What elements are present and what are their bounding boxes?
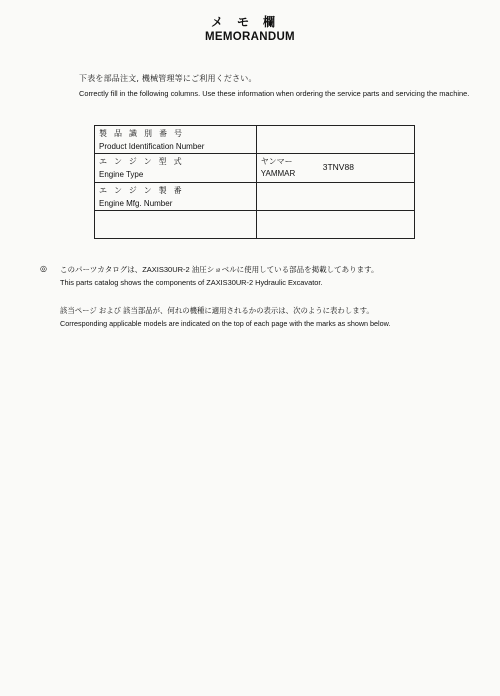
table-row <box>95 126 415 154</box>
engine-type-value-cell <box>256 154 414 183</box>
product-id-value-field[interactable] <box>256 126 414 154</box>
engine-model: 3TNV88 <box>322 162 354 172</box>
engine-mfg-value-field[interactable] <box>256 183 414 211</box>
engine-type-label-cell <box>95 154 257 183</box>
engine-mfg-label-jp: エンジン製番 <box>99 186 189 195</box>
intro-text-jp: 下表を部品注文, 機械管理等にご利用ください。 <box>79 74 257 83</box>
intro-text-en: Correctly fill in the following columns. Use these information when ordering the service parts and servicing the machine. <box>79 89 470 98</box>
page-title: MEMORANDUM <box>205 31 295 43</box>
engine-type-label: Engine Type <box>99 170 144 179</box>
engine-maker-jp: ヤンマー <box>260 157 293 166</box>
catalog-note-jp: このパーツカタログは、ZAXIS30UR-2 油圧ショベルに使用している部品を掲載してあります。 <box>60 265 379 274</box>
identification-table <box>94 125 415 239</box>
double-circle-icon: ◎ <box>40 264 47 273</box>
blank-value-field[interactable] <box>256 211 414 239</box>
table-row <box>95 183 415 211</box>
product-id-label-cell <box>95 126 257 154</box>
catalog-note: This parts catalog shows the components of ZAXIS30UR-2 Hydraulic Excavator. <box>60 278 323 287</box>
models-note: Corresponding applicable models are indicated on the top of each page with the marks as shown below. <box>60 319 391 328</box>
engine-mfg-label-cell <box>95 183 257 211</box>
models-note-jp: 該当ページ および 該当部品が、何れの機種に適用されるかの表示は、次のように表わします。 <box>60 306 374 315</box>
blank-label-field[interactable] <box>95 211 257 239</box>
table-row <box>95 211 415 239</box>
engine-maker: YAMMAR <box>260 169 296 178</box>
product-id-label: Product Identification Number <box>99 142 205 151</box>
table-row <box>95 154 415 183</box>
product-id-label-jp: 製品識別番号 <box>99 129 189 138</box>
engine-type-label-jp: エンジン型式 <box>99 157 189 166</box>
page-title-jp: メモ欄 <box>210 15 289 29</box>
engine-mfg-label: Engine Mfg. Number <box>99 199 173 208</box>
